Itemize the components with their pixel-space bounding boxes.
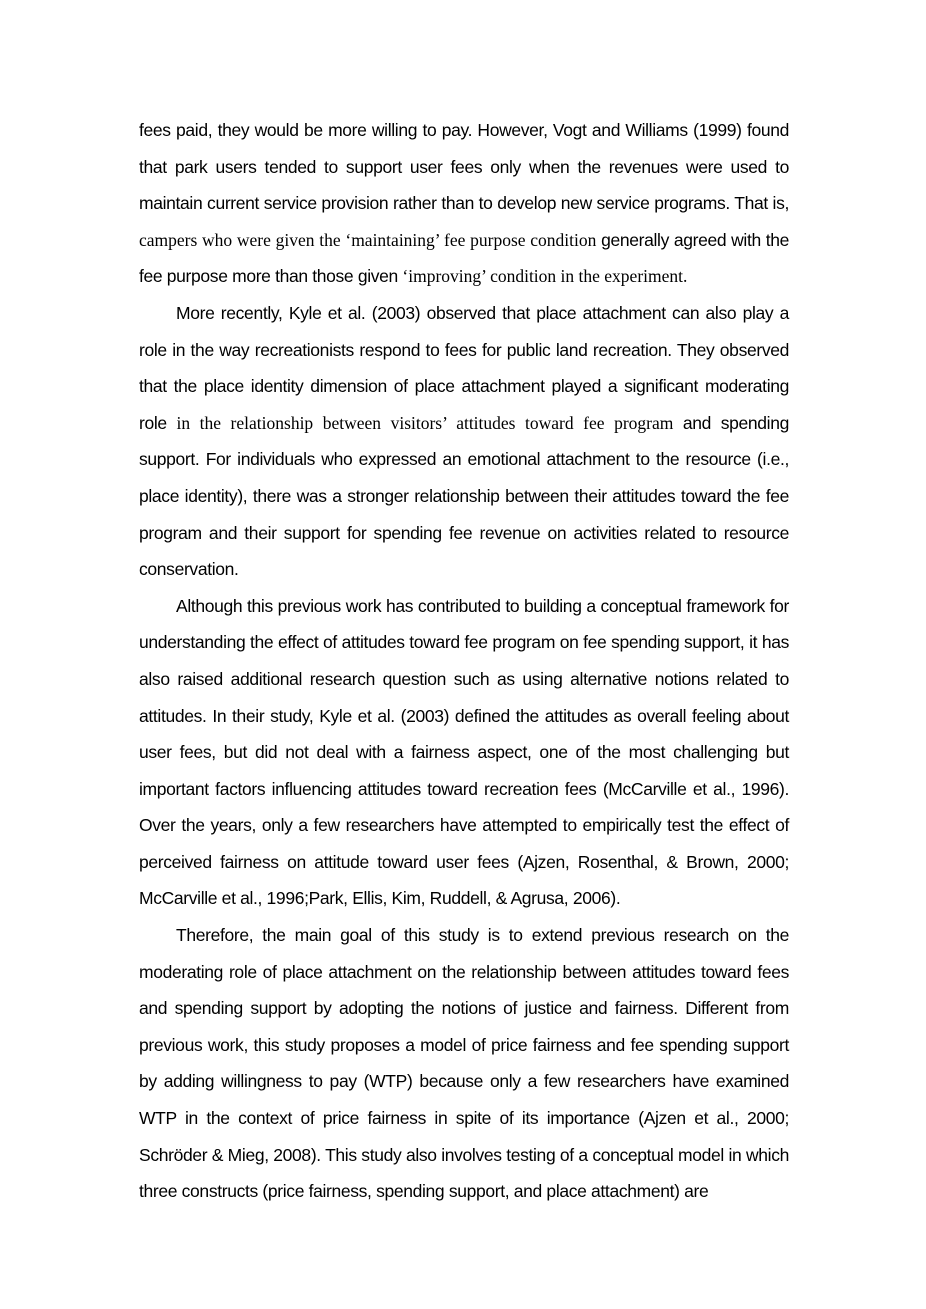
text-run-sans: Although this previous work has contributed to building a conceptual framework for understanding the effect of attitudes toward fee program on fee spending support, it has also raised additional research question such as using alternative notions related to attitudes. In their study, Kyle et al. (2003) defined the attitudes as overall feeling about user fees, but did not deal with a fairness aspect, one of the most challenging but important factors influencing attitudes toward recreation fees (McCarville et al., 1996). Over the years, only a few researchers have attempted to empirically test the effect of perceived fairness on attitude toward user fees (Ajzen, Rosenthal, & Brown, 2000; McCarville et al., 1996;Park, Ellis, Kim, Ruddell, & Agrusa, 2006). [139,595,789,909]
paragraph [139,588,789,917]
text-run-sans: generally agreed with the fee purpose more than those given [139,229,789,287]
text-run-sans: fees paid, they would be more willing to pay. However, Vogt and Williams (1999) found that park users tended to support user fees only when the revenues were used to maintain current service provision rather than to develop new service programs. That is, [139,120,789,214]
text-run-sans: Therefore, the main goal of this study is to extend previous research on the moderating role of place attachment on the relationship between attitudes toward fees and spending support by adopting the notions of justice and fairness. Different from previous work, this study proposes a model of price fairness and fee spending support by adding willingness to pay (WTP) because only a few researchers have examined WTP in the context of price fairness in spite of its importance (Ajzen et al., 2000; Schröder & Mieg, 2008). This study also involves testing of a conceptual model in which three constructs (price fairness, spending support, and place attachment) are [139,925,789,1202]
document-body [139,112,789,1210]
paragraph [139,917,789,1210]
paragraph [139,112,789,295]
text-run-serif: ‘improving’ condition in the experiment. [402,266,688,287]
paragraph [139,295,789,588]
text-run-sans: and spending support. For individuals who expressed an emotional attachment to the resource (i.e., place identity), there was a stronger relationship between their attitudes toward the fee program and their support for spending fee revenue on activities related to resource conservation. [139,412,789,580]
text-run-sans: More recently, Kyle et al. (2003) observed that place attachment can also play a role in the way recreationists respond to fees for public land recreation. They observed that the place identity dimension of place attachment played a significant moderating role [139,302,789,433]
text-run-serif: in the relationship between visitors’ attitudes toward fee program [176,412,683,433]
text-run-serif: campers who were given the ‘maintaining’ fee purpose condition [139,229,602,250]
